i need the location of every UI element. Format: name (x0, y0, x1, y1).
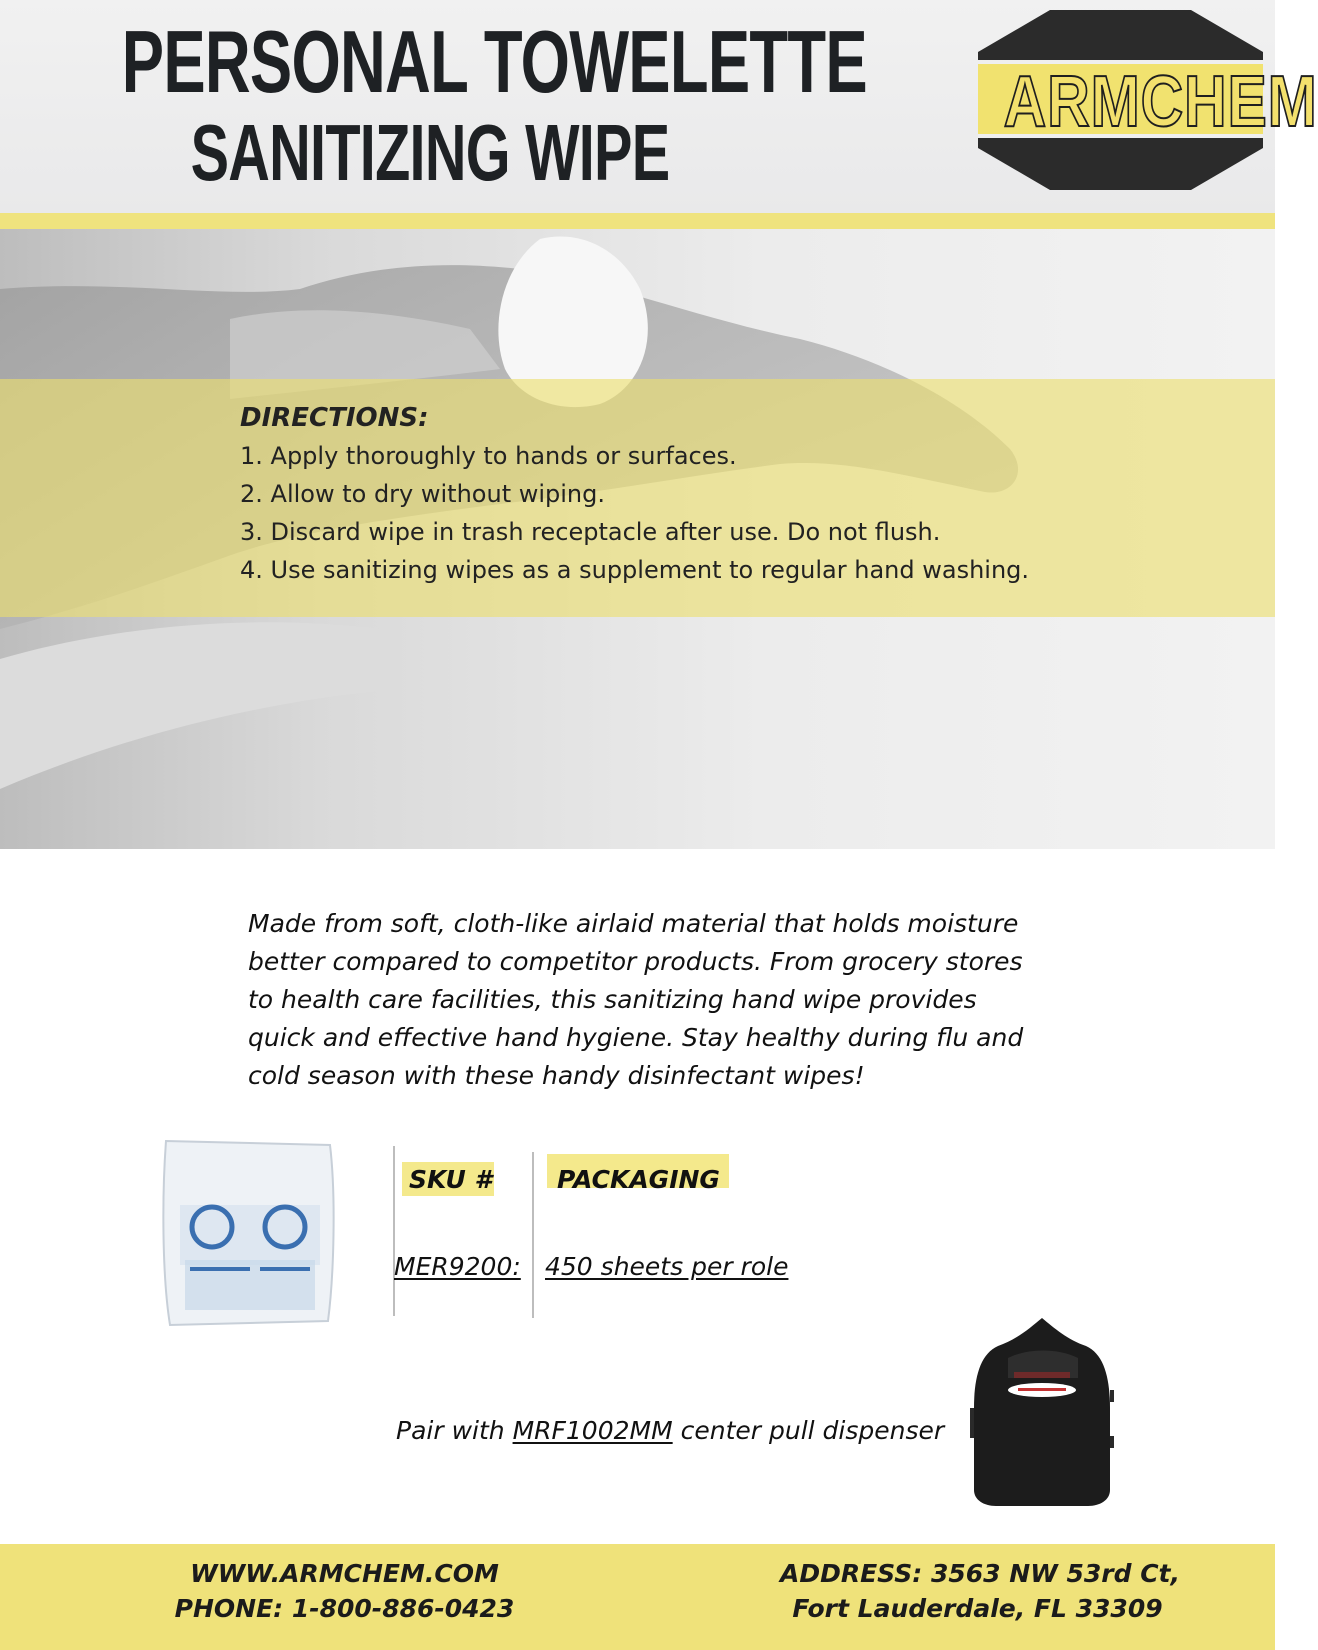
logo-text: ARMCHEM (1003, 62, 1318, 142)
footer-website[interactable]: WWW.ARMCHEM.COM (190, 1559, 499, 1588)
wipe-refill-bag-image (160, 1135, 340, 1330)
hero-image (0, 229, 1275, 849)
header (0, 0, 1318, 213)
packaging-value: 450 sheets per role (545, 1252, 789, 1281)
directions-step: 2. Allow to dry without wiping. (240, 480, 606, 508)
table-divider (393, 1146, 395, 1316)
header-divider (0, 213, 1275, 229)
footer (0, 1544, 1275, 1650)
dispenser-link[interactable]: MRF1002MM (512, 1416, 673, 1445)
footer-address-line1: ADDRESS: 3563 NW 53rd Ct, (780, 1559, 1180, 1588)
footer-address-line2: Fort Lauderdale, FL 33309 (792, 1594, 1163, 1623)
directions-step: 4. Use sanitizing wipes as a supplement to regular hand washing. (240, 556, 1030, 584)
armchem-logo (978, 10, 1318, 190)
directions-title: DIRECTIONS: (240, 403, 429, 433)
packaging-header: PACKAGING (557, 1165, 720, 1194)
dispenser-image (968, 1318, 1116, 1506)
directions-step: 3. Discard wipe in trash receptacle after use. Do not flush. (240, 518, 941, 546)
sku-header: SKU # (409, 1165, 492, 1194)
product-description: Made from soft, cloth-like airlaid material that holds moisture better compared to competitor products. From grocery stores to health care facilities, this sanitizing hand wipe provides quick and effective hand hygiene. Stay healthy during flu and cold season with these handy disinfectant wipes! (248, 909, 1024, 1090)
pairing-suffix: center pull dispenser (672, 1416, 945, 1445)
directions-step: 1. Apply thoroughly to hands or surfaces. (240, 442, 737, 470)
page-title-line2: SANITIZING WIPE (190, 108, 670, 197)
table-divider (532, 1152, 534, 1318)
footer-phone: PHONE: 1-800-886-0423 (174, 1594, 515, 1623)
pairing-note (396, 1414, 944, 1448)
page-title-line1: PERSONAL TOWELETTE (121, 12, 867, 111)
pairing-prefix: Pair with (396, 1416, 513, 1445)
directions-block (240, 399, 1140, 589)
sku-value: MER9200: (394, 1252, 521, 1281)
